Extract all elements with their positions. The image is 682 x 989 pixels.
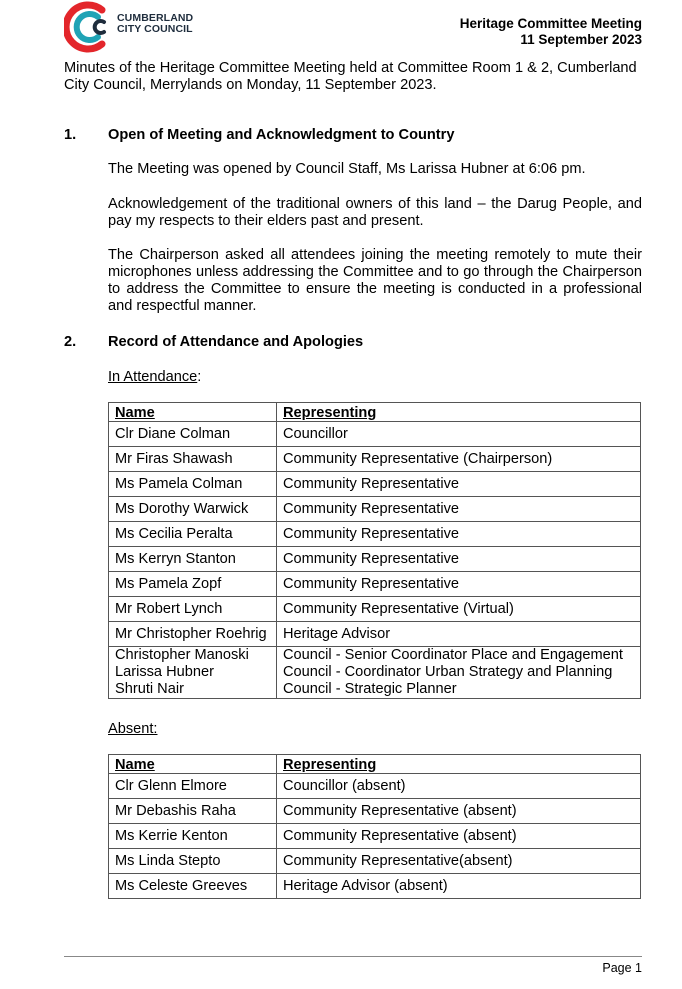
attendee-role: Community Representative — [277, 547, 641, 572]
attendee-role: Community Representative — [277, 472, 641, 497]
table-row — [109, 799, 641, 824]
attendee-role: Community Representative (Chairperson) — [277, 447, 641, 472]
absentee-role: Community Representative(absent) — [277, 849, 641, 874]
absentee-name: Clr Glenn Elmore — [109, 774, 277, 799]
attendee-role: Community Representative — [277, 572, 641, 597]
absentee-role: Community Representative (absent) — [277, 824, 641, 849]
table-row — [109, 547, 641, 572]
table-row — [109, 597, 641, 622]
meeting-date: 11 September 2023 — [520, 32, 642, 47]
intro-paragraph: Minutes of the Heritage Committee Meeting held at Committee Room 1 & 2, Cumberland City Council, Merrylands on Monday, 11 September 2023. — [64, 60, 637, 93]
table-row — [109, 774, 641, 799]
absent-table — [108, 754, 641, 899]
attendee-name: Mr Firas Shawash — [109, 447, 277, 472]
attendee-name: Clr Diane Colman — [109, 422, 277, 447]
attendance-table — [108, 402, 641, 699]
table-row — [109, 824, 641, 849]
table-row — [109, 422, 641, 447]
header-representing: Representing — [277, 403, 641, 422]
attendance-label — [108, 369, 201, 385]
staff-name: Larissa Hubner — [115, 664, 214, 680]
attendee-role: Heritage Advisor — [277, 622, 641, 647]
attendee-name: Ms Kerryn Stanton — [109, 547, 277, 572]
attendee-name: Ms Pamela Colman — [109, 472, 277, 497]
absentee-name: Ms Linda Stepto — [109, 849, 277, 874]
staff-role: Council - Senior Coordinator Place and Engagement — [283, 647, 623, 663]
attendance-label-colon: : — [197, 369, 202, 385]
table-row — [109, 447, 641, 472]
absent-label: Absent: — [108, 721, 158, 737]
section-1-title: Open of Meeting and Acknowledgment to Country — [108, 127, 455, 143]
table-header-row — [109, 755, 641, 774]
table-row-staff — [109, 647, 641, 699]
attendance-label-text: In Attendance — [108, 369, 198, 385]
attendee-role: Councillor — [277, 422, 641, 447]
attendee-name: Mr Christopher Roehrig — [109, 622, 277, 647]
section-2-number: 2. — [64, 334, 77, 350]
absentee-name: Ms Celeste Greeves — [109, 874, 277, 899]
section-1-paragraph-2: Acknowledgement of the traditional owners of this land – the Darug People, and pay my respects to their elders past and present. — [108, 196, 642, 229]
attendee-role: Community Representative — [277, 497, 641, 522]
table-row — [109, 849, 641, 874]
staff-role: Council - Strategic Planner — [283, 681, 457, 697]
table-row — [109, 622, 641, 647]
header-name: Name — [109, 755, 277, 774]
table-row — [109, 522, 641, 547]
staff-name: Shruti Nair — [115, 681, 184, 697]
logo-wordmark — [117, 13, 193, 35]
attendee-role: Community Representative — [277, 522, 641, 547]
attendee-name: Ms Pamela Zopf — [109, 572, 277, 597]
logo-line-2: CITY COUNCIL — [117, 23, 193, 35]
page-number: Page 1 — [602, 961, 642, 975]
meeting-title: Heritage Committee Meeting — [459, 16, 642, 31]
staff-role: Council - Coordinator Urban Strategy and Planning — [283, 664, 613, 680]
attendee-name: Ms Dorothy Warwick — [109, 497, 277, 522]
footer-divider — [64, 956, 642, 957]
section-1-paragraph-1: The Meeting was opened by Council Staff, Ms Larissa Hubner at 6:06 pm. — [108, 161, 586, 177]
header-name: Name — [109, 403, 277, 422]
attendee-role: Community Representative (Virtual) — [277, 597, 641, 622]
table-row — [109, 497, 641, 522]
header-representing: Representing — [277, 755, 641, 774]
absentee-role: Community Representative (absent) — [277, 799, 641, 824]
absentee-name: Mr Debashis Raha — [109, 799, 277, 824]
table-header-row — [109, 403, 641, 422]
attendee-name: Mr Robert Lynch — [109, 597, 277, 622]
staff-names — [109, 647, 277, 699]
absentee-role: Heritage Advisor (absent) — [277, 874, 641, 899]
section-1-number: 1. — [64, 127, 77, 143]
table-row — [109, 874, 641, 899]
logo-line-1: CUMBERLAND — [117, 12, 194, 24]
staff-name: Christopher Manoski — [115, 647, 249, 663]
staff-roles — [277, 647, 641, 699]
absentee-role: Councillor (absent) — [277, 774, 641, 799]
table-row — [109, 572, 641, 597]
section-1-paragraph-3: The Chairperson asked all attendees joining the meeting remotely to mute their microphones unless addressing the Committee and to go through the Chairperson to address the Committee to ensure the meeting is conducted in a professional and respectful manner. — [108, 247, 642, 314]
table-row — [109, 472, 641, 497]
document-header — [460, 16, 642, 48]
absentee-name: Ms Kerrie Kenton — [109, 824, 277, 849]
attendee-name: Ms Cecilia Peralta — [109, 522, 277, 547]
section-2-title: Record of Attendance and Apologies — [108, 334, 364, 350]
